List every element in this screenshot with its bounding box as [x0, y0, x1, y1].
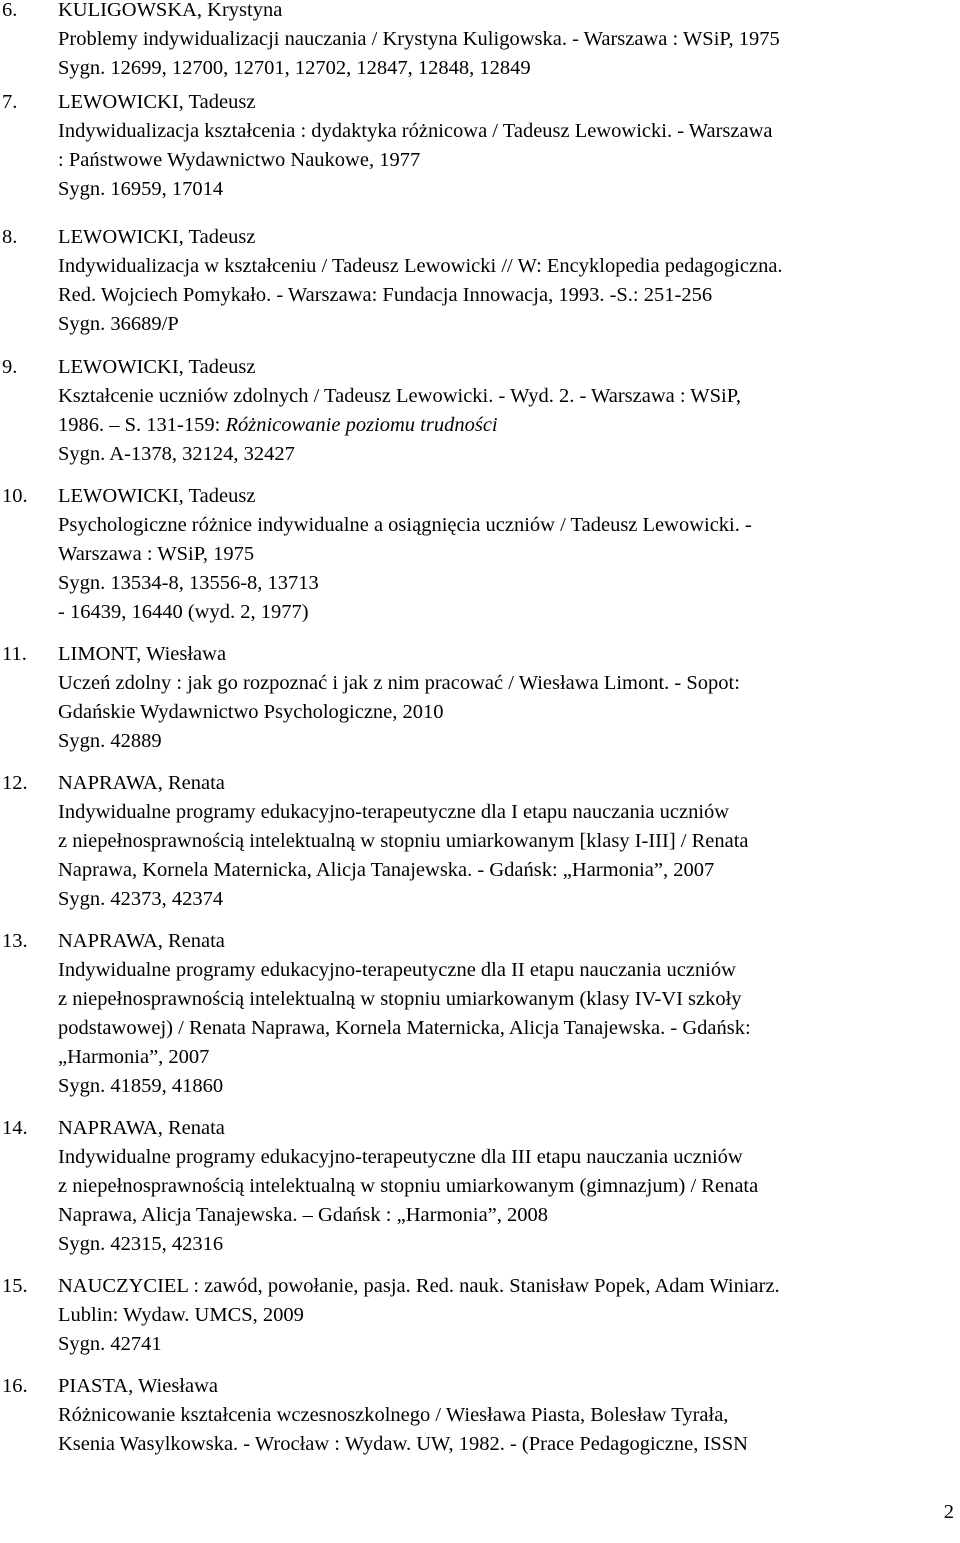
page-number: 2	[943, 1501, 954, 1523]
entry-signature: Sygn. 16959, 17014	[58, 178, 224, 200]
entry-author: NAPRAWA, Renata	[58, 930, 225, 952]
entry-signature: Sygn. 42741	[58, 1333, 162, 1355]
entry-publisher: Warszawa : WSiP, 1975	[58, 543, 255, 565]
entry-author: PIASTA, Wiesława	[58, 1375, 218, 1397]
entry-chapter-title: Różnicowanie poziomu trudności	[225, 414, 498, 436]
entry-signature: Sygn. 42373, 42374	[58, 888, 224, 910]
entry-publisher: Naprawa, Kornela Maternicka, Alicja Tanajewska. - Gdańsk: „Harmonia”, 2007	[58, 859, 715, 881]
entry-title-cont-2: podstawowej) / Renata Naprawa, Kornela Maternicka, Alicja Tanajewska. - Gdańsk:	[58, 1017, 751, 1039]
entry-publisher: „Harmonia”, 2007	[58, 1046, 210, 1068]
entry-publisher: Gdańskie Wydawnictwo Psychologiczne, 2010	[58, 701, 444, 723]
entry-number: 14.	[2, 1117, 28, 1139]
entry-author: NAPRAWA, Renata	[58, 1117, 225, 1139]
entry-signature: Sygn. 41859, 41860	[58, 1075, 224, 1097]
entry-title: Różnicowanie kształcenia wczesnoszkolnego / Wiesława Piasta, Bolesław Tyrała,	[58, 1404, 729, 1426]
entry-title-cont: z niepełnosprawnością intelektualną w stopniu umiarkowanym [klasy I-III] / Renata	[58, 830, 749, 852]
entry-number: 15.	[2, 1275, 28, 1297]
entry-author: LIMONT, Wiesława	[58, 643, 227, 665]
entry-author: KULIGOWSKA, Krystyna	[58, 0, 283, 21]
entry-number: 13.	[2, 930, 28, 952]
entry-number: 12.	[2, 772, 28, 794]
entry-signature-cont: - 16439, 16440 (wyd. 2, 1977)	[58, 601, 309, 623]
entry-title: Kształcenie uczniów zdolnych / Tadeusz Lewowicki. - Wyd. 2. - Warszawa : WSiP,	[58, 385, 742, 407]
entry-title: Indywidualne programy edukacyjno-terapeutyczne dla III etapu nauczania uczniów	[58, 1146, 743, 1168]
entry-publisher: Naprawa, Alicja Tanajewska. – Gdańsk : „Harmonia”, 2008	[58, 1204, 549, 1226]
entry-title: Indywidualizacja kształcenia : dydaktyka różnicowa / Tadeusz Lewowicki. - Warszawa	[58, 120, 773, 142]
entry-publisher: : Państwowe Wydawnictwo Naukowe, 1977	[58, 149, 421, 171]
entry-author: LEWOWICKI, Tadeusz	[58, 226, 256, 248]
entry-title: NAUCZYCIEL : zawód, powołanie, pasja. Red. nauk. Stanisław Popek, Adam Winiarz.	[58, 1275, 780, 1297]
entry-publisher: Red. Wojciech Pomykało. - Warszawa: Fundacja Innowacja, 1993. -S.: 251-256	[58, 284, 713, 306]
entry-title: Indywidualne programy edukacyjno-terapeutyczne dla II etapu nauczania uczniów	[58, 959, 736, 981]
entry-title: Uczeń zdolny : jak go rozpoznać i jak z nim pracować / Wiesława Limont. - Sopot:	[58, 672, 740, 694]
entry-signature: Sygn. 13534-8, 13556-8, 13713	[58, 572, 319, 594]
entry-author: LEWOWICKI, Tadeusz	[58, 91, 256, 113]
entry-signature: Sygn. 36689/P	[58, 313, 179, 335]
entry-title: Psychologiczne różnice indywidualne a osiągnięcia uczniów / Tadeusz Lewowicki. -	[58, 514, 752, 536]
entry-title: Indywidualizacja w kształceniu / Tadeusz Lewowicki // W: Encyklopedia pedagogiczna.	[58, 255, 783, 277]
entry-title: Problemy indywidualizacji nauczania / Krystyna Kuligowska. - Warszawa : WSiP, 1975	[58, 28, 780, 50]
entry-publisher: Lublin: Wydaw. UMCS, 2009	[58, 1304, 304, 1326]
entry-pages-text: 1986. – S. 131-159:	[58, 414, 226, 436]
entry-author: LEWOWICKI, Tadeusz	[58, 356, 256, 378]
entry-number: 7.	[2, 91, 18, 113]
entry-signature: Sygn. 12699, 12700, 12701, 12702, 12847, 12848, 12849	[58, 57, 531, 79]
entry-author: LEWOWICKI, Tadeusz	[58, 485, 256, 507]
entry-number: 11.	[2, 643, 27, 665]
entry-pages	[58, 414, 498, 437]
entry-number: 16.	[2, 1375, 28, 1397]
entry-number: 9.	[2, 356, 18, 378]
entry-title: Indywidualne programy edukacyjno-terapeutyczne dla I etapu nauczania uczniów	[58, 801, 730, 823]
entry-title-cont: z niepełnosprawnością intelektualną w stopniu umiarkowanym (gimnazjum) / Renata	[58, 1175, 759, 1197]
entry-publisher: Ksenia Wasylkowska. - Wrocław : Wydaw. UW, 1982. - (Prace Pedagogiczne, ISSN	[58, 1433, 748, 1455]
entry-author: NAPRAWA, Renata	[58, 772, 225, 794]
entry-number: 6.	[2, 0, 18, 21]
entry-number: 8.	[2, 226, 18, 248]
entry-number: 10.	[2, 485, 28, 507]
entry-signature: Sygn. 42315, 42316	[58, 1233, 224, 1255]
entry-signature: Sygn. 42889	[58, 730, 162, 752]
entry-title-cont: z niepełnosprawnością intelektualną w stopniu umiarkowanym (klasy IV-VI szkoły	[58, 988, 742, 1010]
entry-signature: Sygn. A-1378, 32124, 32427	[58, 443, 295, 465]
